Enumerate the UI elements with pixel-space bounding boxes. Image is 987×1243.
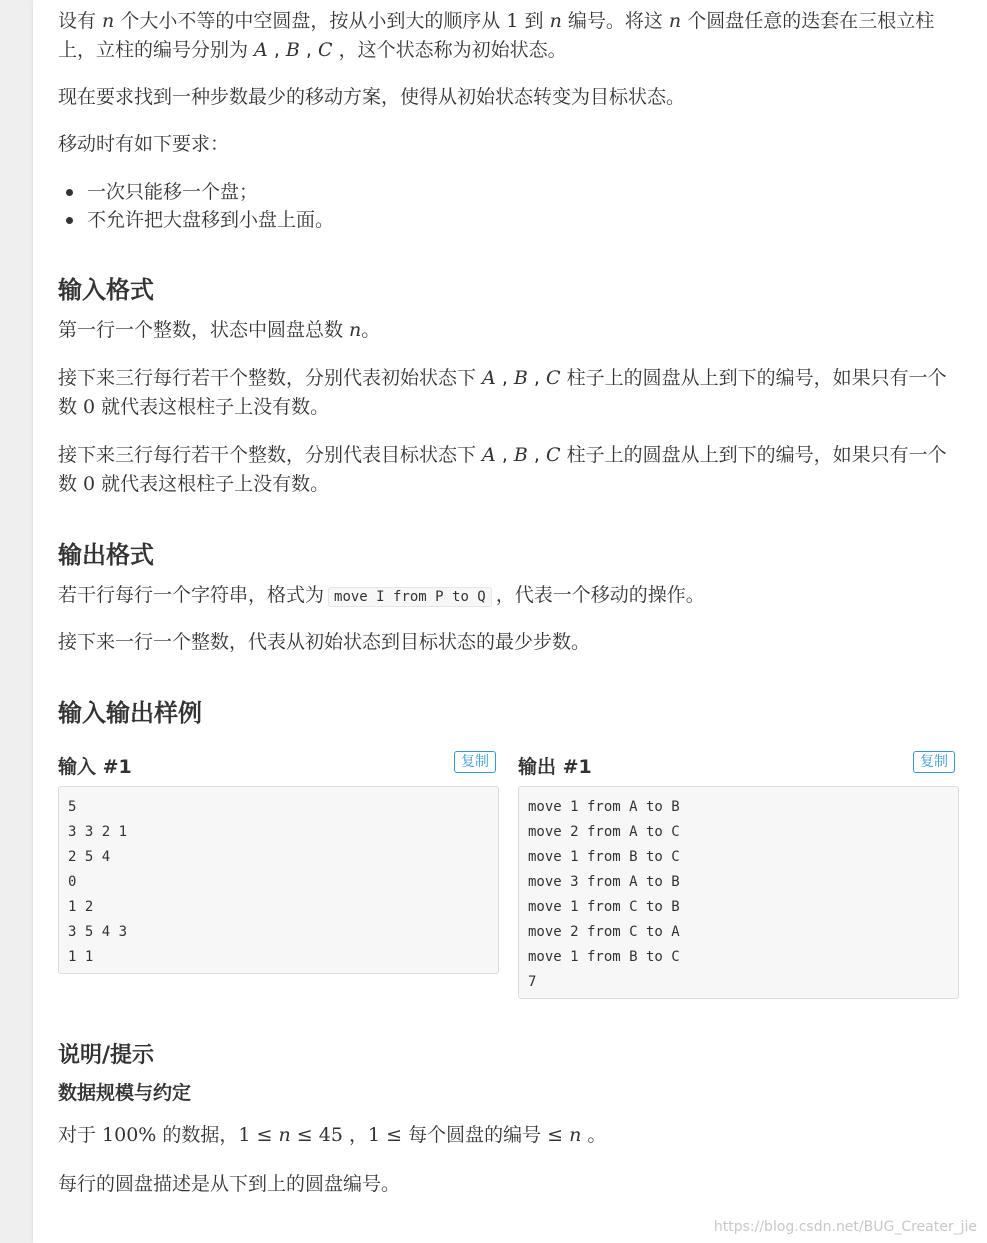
input-format-heading: 输入格式 bbox=[58, 276, 154, 304]
list-item: 一次只能移一个盘； bbox=[58, 178, 334, 206]
hint-subheading: 数据规模与约定 bbox=[58, 1082, 192, 1104]
output-format-line-1: 若干行每行一个字符串，格式为 move I from P to Q ，代表一个移动的操作。 bbox=[58, 584, 705, 606]
samples-heading: 输入输出样例 bbox=[58, 699, 202, 727]
intro-paragraph-2: 现在要求找到一种步数最少的移动方案，使得从初始状态转变为目标状态。 bbox=[58, 86, 686, 108]
hint-line-1: 对于 100% 的数据，1 ≤ n ≤ 45 ，1 ≤ 每个圆盘的编号 ≤ n 。 bbox=[58, 1124, 607, 1146]
watermark: https://blog.csdn.net/BUG_Creater_jie bbox=[713, 1219, 977, 1235]
intro-paragraph-1: 设有 n 个大小不等的中空圆盘，按从小到大的顺序从 1 到 n 编号。将这 n 个圆盘任意的迭套在三根立柱上，立柱的编号分别为 A , B , C ，这个状态称为初始状态。 bbox=[58, 10, 935, 61]
output-format-line-2: 接下来一行一个整数，代表从初始状态到目标状态的最少步数。 bbox=[58, 631, 591, 653]
intro-paragraph-3: 移动时有如下要求： bbox=[58, 133, 230, 155]
output-format-heading: 输出格式 bbox=[58, 541, 154, 569]
input-format-line-2: 接下来三行每行若干个整数，分别代表初始状态下 A , B , C 柱子上的圆盘从上到下的编号，如果只有一个数 0 就代表这根柱子上没有数。 bbox=[58, 367, 947, 418]
rules-list bbox=[58, 178, 334, 234]
copy-output-button[interactable]: 复制 bbox=[913, 751, 955, 773]
problem-card bbox=[33, 0, 987, 1243]
sample-output-block: move 1 from A to B move 2 from A to C move 1 from B to C move 3 from A to B move 1 from C to B move 2 from C to A move 1 from B to C 7 bbox=[518, 786, 959, 999]
sample-input-title: 输入 #1 bbox=[58, 756, 132, 778]
sample-output-title: 输出 #1 bbox=[518, 756, 592, 778]
hint-line-2: 每行的圆盘描述是从下到上的圆盘编号。 bbox=[58, 1173, 401, 1195]
hint-heading: 说明/提示 bbox=[58, 1043, 155, 1068]
input-format-line-3: 接下来三行每行若干个整数，分别代表目标状态下 A , B , C 柱子上的圆盘从上到下的编号，如果只有一个数 0 就代表这根柱子上没有数。 bbox=[58, 444, 947, 495]
format-code: move I from P to Q bbox=[328, 587, 492, 607]
sample-input-block: 5 3 3 2 1 2 5 4 0 1 2 3 5 4 3 1 1 bbox=[58, 786, 499, 974]
copy-input-button[interactable]: 复制 bbox=[454, 751, 496, 773]
input-format-line-1: 第一行一个整数，状态中圆盘总数 n。 bbox=[58, 319, 381, 341]
list-item: 不允许把大盘移到小盘上面。 bbox=[58, 206, 334, 234]
